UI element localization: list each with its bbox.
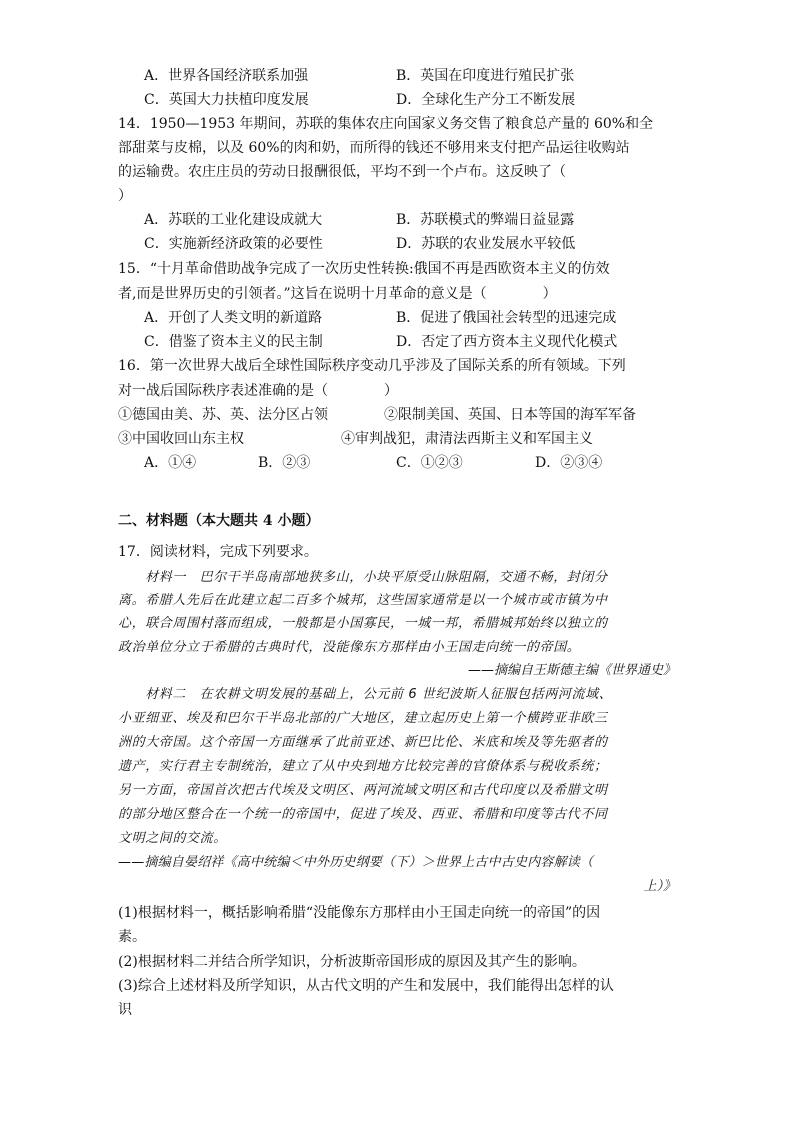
q14-option-d: D．苏联的农业发展水平较低 [396,236,576,252]
material2-line: 的部分地区整合在一个统一的帝国中，促进了埃及、西亚、希腊和印度等古代不同 [118,807,608,822]
q15-stem-line1: 15．“十月革命借助战争完成了一次历史性转换:俄国不再是西欧资本主义的仿效 [118,261,610,277]
q14-stem-line2: 部甜菜与皮棉，以及 60%的肉和奶，而所得的钱还不够用来支付把产品运往收购站 [118,140,630,156]
q15-option-b: B．促进了俄国社会转型的迅速完成 [396,310,617,326]
material1-line: 离。希腊人先后在此建立起二百多个城邦，这些国家通常是以一个城市或市镇为中 [118,593,608,608]
q15-stem-line2: 者,而是世界历史的引领者。”这旨在说明十月革命的意义是（ ） [118,286,557,302]
material1-line: 材料一 巴尔干半岛南部地狭多山，小块平原受山脉阻隔，交通不畅，封闭分 [118,570,608,585]
q13-option-c: C．英国大力扶植印度发展 [144,92,309,108]
q15-option-d: D．否定了西方资本主义现代化模式 [396,334,618,350]
q16-statement-2: ②限制美国、英国、日本等国的海军军备 [384,407,636,423]
q16-stem-line1: 16．第一次世界大战后全球性国际秩序变动几乎涉及了国际关系的所有领域。下列 [118,358,626,374]
q14-option-b: B．苏联模式的弊端日益显露 [396,212,575,228]
q14-option-c: C．实施新经济政策的必要性 [144,236,323,252]
q15-option-a: A．开创了人类文明的新道路 [144,310,323,326]
q14-option-a: A．苏联的工业化建设成就大 [144,212,323,228]
q16-option-d: D．②③④ [535,455,603,471]
material2-source-end: 上）》 [643,879,676,894]
material2-line: 材料二 在农耕文明发展的基础上，公元前 6 世纪波斯人征服包括两河流域、 [118,687,613,702]
material2-source: ——摘编自晏绍祥《高中统编＜中外历史纲要（下）＞世界上古中古史内容解读（ [118,855,594,870]
q17-part3-cont: 识 [118,1002,132,1018]
q14-stem-line3: 的运输费。农庄庄员的劳动日报酬很低，平均不到一个卢布。这反映了（ [118,164,566,180]
q17-part1: (1)根据材料一，概括影响希腊“没能像东方那样由小王国走向统一的帝国”的因 [118,905,601,921]
q16-option-b: B．②③ [258,455,311,471]
material2-line: 另一方面，帝国首次把古代埃及文明区、两河流域文明区和古代印度以及希腊文明 [118,783,608,798]
material2-line: 小亚细亚、埃及和巴尔干半岛北部的广大地区，建立起历史上第一个横跨亚非欧三 [118,711,608,726]
q16-statement-4: ④审判战犯，肃清法西斯主义和军国主义 [341,431,593,447]
q17-part1-cont: 素。 [118,929,146,945]
q16-option-a: A．①④ [144,455,197,471]
q14-stem-line4: ） [118,188,132,204]
q13-option-a: A．世界各国经济联系加强 [144,68,309,84]
material1-source: ——摘编自王斯德主编《世界通史》 [467,663,676,678]
material2-line: 遗产，实行君主专制统治，建立了从中央到地方比较完善的官僚体系与税收系统； [118,759,608,774]
q17-intro: 17．阅读材料，完成下列要求。 [118,544,318,560]
q16-statement-3: ③中国收回山东主权 [118,431,244,447]
material1-line: 政治单位分立于希腊的古典时代，没能像东方那样由小王国走向统一的帝国。 [118,640,581,655]
q16-option-c: C．①②③ [396,455,463,471]
q13-option-d: D．全球化生产分工不断发展 [396,92,576,108]
q16-statement-1: ①德国由美、苏、英、法分区占领 [118,407,328,423]
q17-part2: (2)根据材料二并结合所学知识，分析波斯帝国形成的原因及其产生的影响。 [118,954,586,970]
section-heading: 二、材料题（本大题共 4 小题） [118,513,320,529]
material1-line: 心，联合周围村落而组成，一般都是小国寡民，一城一邦，希腊城邦始终以独立的 [118,616,608,631]
material2-line: 文明之间的交流。 [118,831,227,846]
q16-stem-line2: 对一战后国际秩序表述准确的是（ ） [118,383,398,399]
q17-part3: (3)综合上述材料及所学知识，从古代文明的产生和发展中，我们能得出怎样的认 [118,978,614,994]
material2-line: 洲的大帝国。这个帝国一方面继承了此前亚述、新巴比伦、米底和埃及等先驱者的 [118,735,608,750]
q14-stem-line1: 14．1950—1953 年期间，苏联的集体农庄向国家义务交售了粮食总产量的 60%和全 [118,116,654,132]
q13-option-b: B．英国在印度进行殖民扩张 [396,68,575,84]
q15-option-c: C．借鉴了资本主义的民主制 [144,334,323,350]
